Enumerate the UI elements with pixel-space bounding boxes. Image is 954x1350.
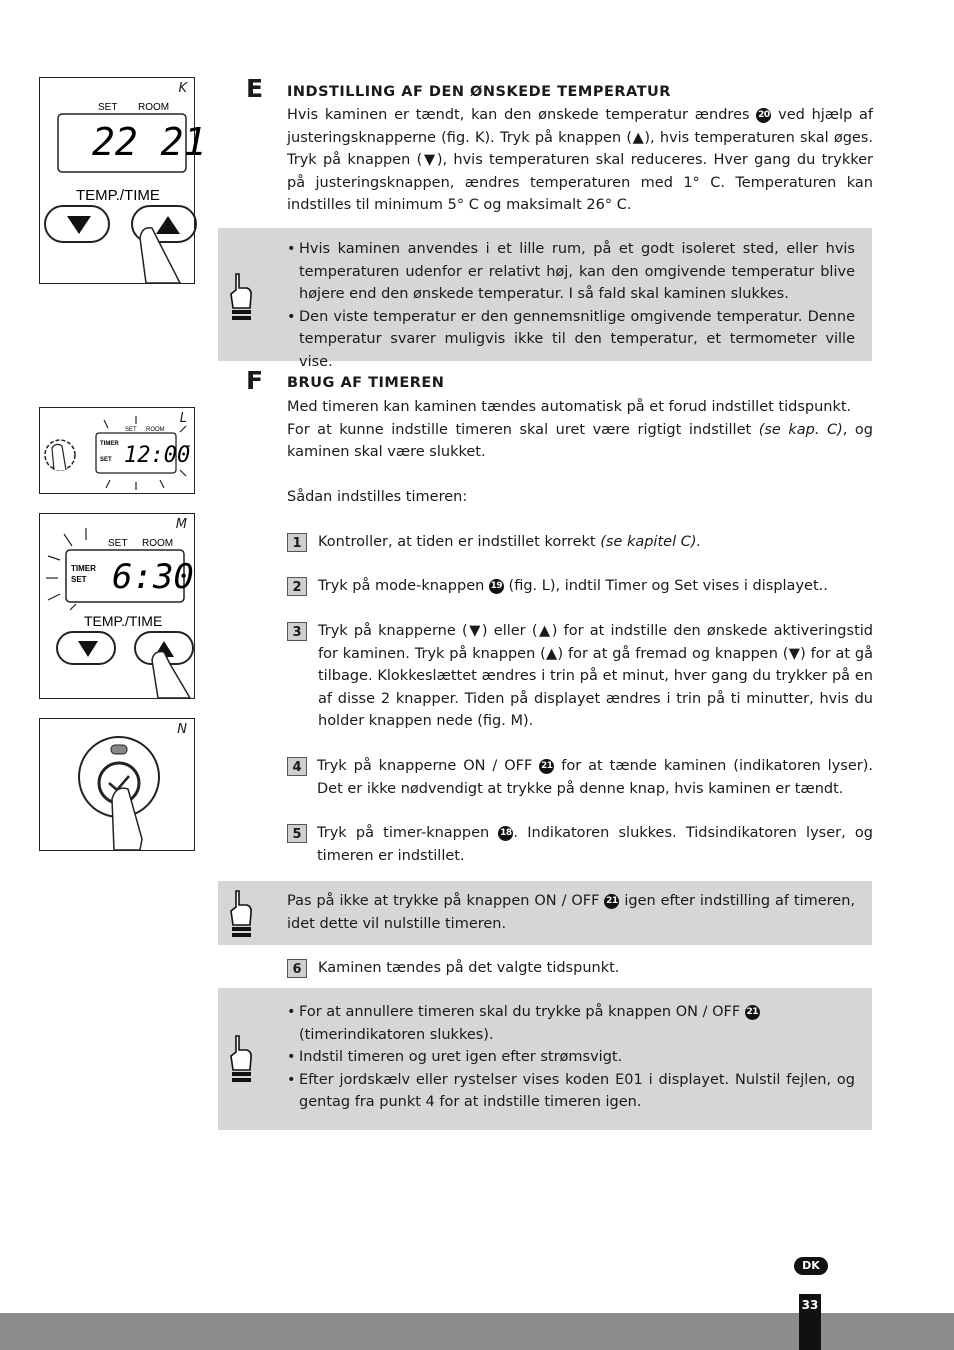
pointing-hand-icon [228, 1034, 254, 1084]
reference-number-icon: 20 [756, 108, 771, 123]
section-e-letter: E [246, 74, 264, 103]
pointing-hand-icon [228, 272, 254, 322]
timer-indicator: TIMER [100, 441, 119, 447]
step-3: 3 Tryk på knapperne (▼) eller (▲) for at indstille den ønskede aktiveringstid for kaminen. Tryk på knappen (▲) for at gå fremad og knappen (▼) for at gå tilbage. Klokkeslættet ændres i trin på et minut, hver gang du trykker på en af disse 2 knapper. Tiden på displayet ændres i trin på ti minutter, hvis du holder knappen nede (fig. M). [287, 620, 873, 733]
note-item: • Indstil timeren og uret igen efter strømsvigt. [287, 1049, 623, 1066]
room-indicator: ROOM [142, 538, 174, 549]
figure-label: M [175, 517, 187, 532]
section-f-howto: Sådan indstilles timeren: [287, 489, 468, 505]
step-5: 5 Tryk på timer-knappen 18 . Indikatoren slukkes. Tidsindikatoren lyser, og timeren er indstillet. [287, 822, 873, 867]
section-e-paragraph: Hvis kaminen er tændt, kan den ønskede temperatur ændres 20 ved hjælp af justeringsknapperne (fig. K). Tryk på knappen (▲), hvis temperaturen skal øges. Tryk på knappen (▼), hvis temperaturen skal reduceres. Hver gang du trykker på justeringsknappen, ændres temperaturen med 1° C. Temperaturen kan indstilles til minimum 5° C og maksimalt 26° C. [287, 107, 874, 214]
pointing-hand-icon [228, 889, 254, 939]
finger-icon [140, 228, 180, 283]
warning-box [218, 881, 872, 945]
step-number: 2 [287, 577, 307, 596]
room-indicator: ROOM [138, 102, 170, 113]
step-number: 3 [287, 622, 307, 641]
note-item: • Hvis kaminen anvendes i et lille rum, på et godt isoleret sted, eller hvis temperaturen udenfor er relativt høj, kan den omgivende temperatur blive højere end den ønskede temperatur. I så fald skal kaminen slukkes. [287, 241, 855, 303]
step-number: 1 [287, 533, 307, 552]
section-f-intro: Med timeren kan kaminen tændes automatisk på et forud indstillet tidspunkt. For at kunne indstille timeren skal uret være rigtigt indstillet (se kap. C), og kaminen skal være slukket. [287, 399, 874, 461]
note-item: • Efter jordskælv eller rystelser vises koden E01 i displayet. Nulstil fejlen, og gentag fra punkt 4 for at indstille timeren igen. [287, 1071, 855, 1111]
time-display: 12:00 [124, 443, 191, 468]
reference-number-icon: 18 [498, 826, 513, 841]
figure-label: L [179, 411, 187, 426]
figure-n [39, 718, 195, 851]
figure-label: K [178, 81, 187, 96]
set-indicator-small: SET [71, 575, 87, 584]
room-indicator: ROOM [146, 427, 165, 433]
up-arrow-icon [156, 216, 180, 234]
finger-icon [52, 444, 66, 470]
timer-panel-illustration [40, 514, 194, 698]
figure-m [39, 513, 195, 699]
step-number: 4 [287, 757, 307, 776]
note-box-f [218, 988, 872, 1130]
finger-icon [152, 652, 190, 698]
down-arrow-icon [78, 641, 98, 657]
note-box-e [218, 228, 872, 370]
step-1: 1 Kontroller, at tiden er indstillet korrekt (se kapitel C). [287, 531, 873, 554]
step-number: 5 [287, 824, 307, 843]
section-f-letter: F [246, 366, 264, 395]
reference-number-icon: 19 [489, 579, 504, 594]
figure-l [39, 407, 195, 494]
set-indicator: SET [125, 427, 137, 433]
indicator-light-icon [111, 745, 127, 754]
set-indicator: SET [108, 538, 128, 549]
step-4: 4 Tryk på knapperne ON / OFF 21 for at tænde kaminen (indikatoren lyser). Det er ikke nødvendigt at trykke på denne knap, hvis kaminen er tændt. [287, 755, 873, 800]
page-number: 33 [799, 1294, 821, 1350]
set-indicator-small: SET [100, 457, 112, 463]
time-display: 6:30 [112, 557, 194, 597]
figure-k [39, 77, 207, 284]
reference-number-icon: 21 [539, 759, 554, 774]
step-2: 2 Tryk på mode-knappen 19 (fig. L), indtil Timer og Set vises i displayet.. [287, 575, 873, 598]
note-item: • Den viste temperatur er den gennemsnitlige omgivende temperatur. Denne temperatur svarer muligvis ikke til den temperatur, et termometer ville vise. [287, 308, 855, 370]
language-badge: DK [794, 1257, 828, 1275]
temperature-display: 22 21 [92, 120, 207, 164]
step-number: 6 [287, 959, 307, 978]
temp-time-label: TEMP./TIME [76, 187, 160, 204]
figure-label: N [177, 722, 187, 737]
set-indicator: SET [98, 102, 118, 113]
reference-number-icon: 21 [604, 894, 619, 909]
section-f-heading: BRUG AF TIMEREN [287, 375, 445, 391]
timer-indicator: TIMER [71, 564, 96, 573]
timer-display-illustration [40, 408, 194, 493]
reference-number-icon: 21 [745, 1005, 760, 1020]
down-arrow-icon [67, 216, 91, 234]
finger-icon [112, 788, 142, 850]
temp-time-label: TEMP./TIME [84, 613, 163, 629]
warning-text: Pas på ikke at trykke på knappen ON / OFF 21 igen efter indstilling af timeren, idet dette vil nulstille timeren. [287, 893, 856, 932]
section-e-heading: INDSTILLING AF DEN ØNSKEDE TEMPERATUR [287, 84, 671, 100]
note-item: • For at annullere timeren skal du trykke på knappen ON / OFF 21 (timerindikatoren slukkes). [287, 1004, 759, 1043]
thermostat-panel-illustration [40, 78, 207, 283]
timer-button-illustration [40, 719, 194, 850]
step-6: 6 Kaminen tændes på det valgte tidspunkt. [287, 957, 873, 980]
